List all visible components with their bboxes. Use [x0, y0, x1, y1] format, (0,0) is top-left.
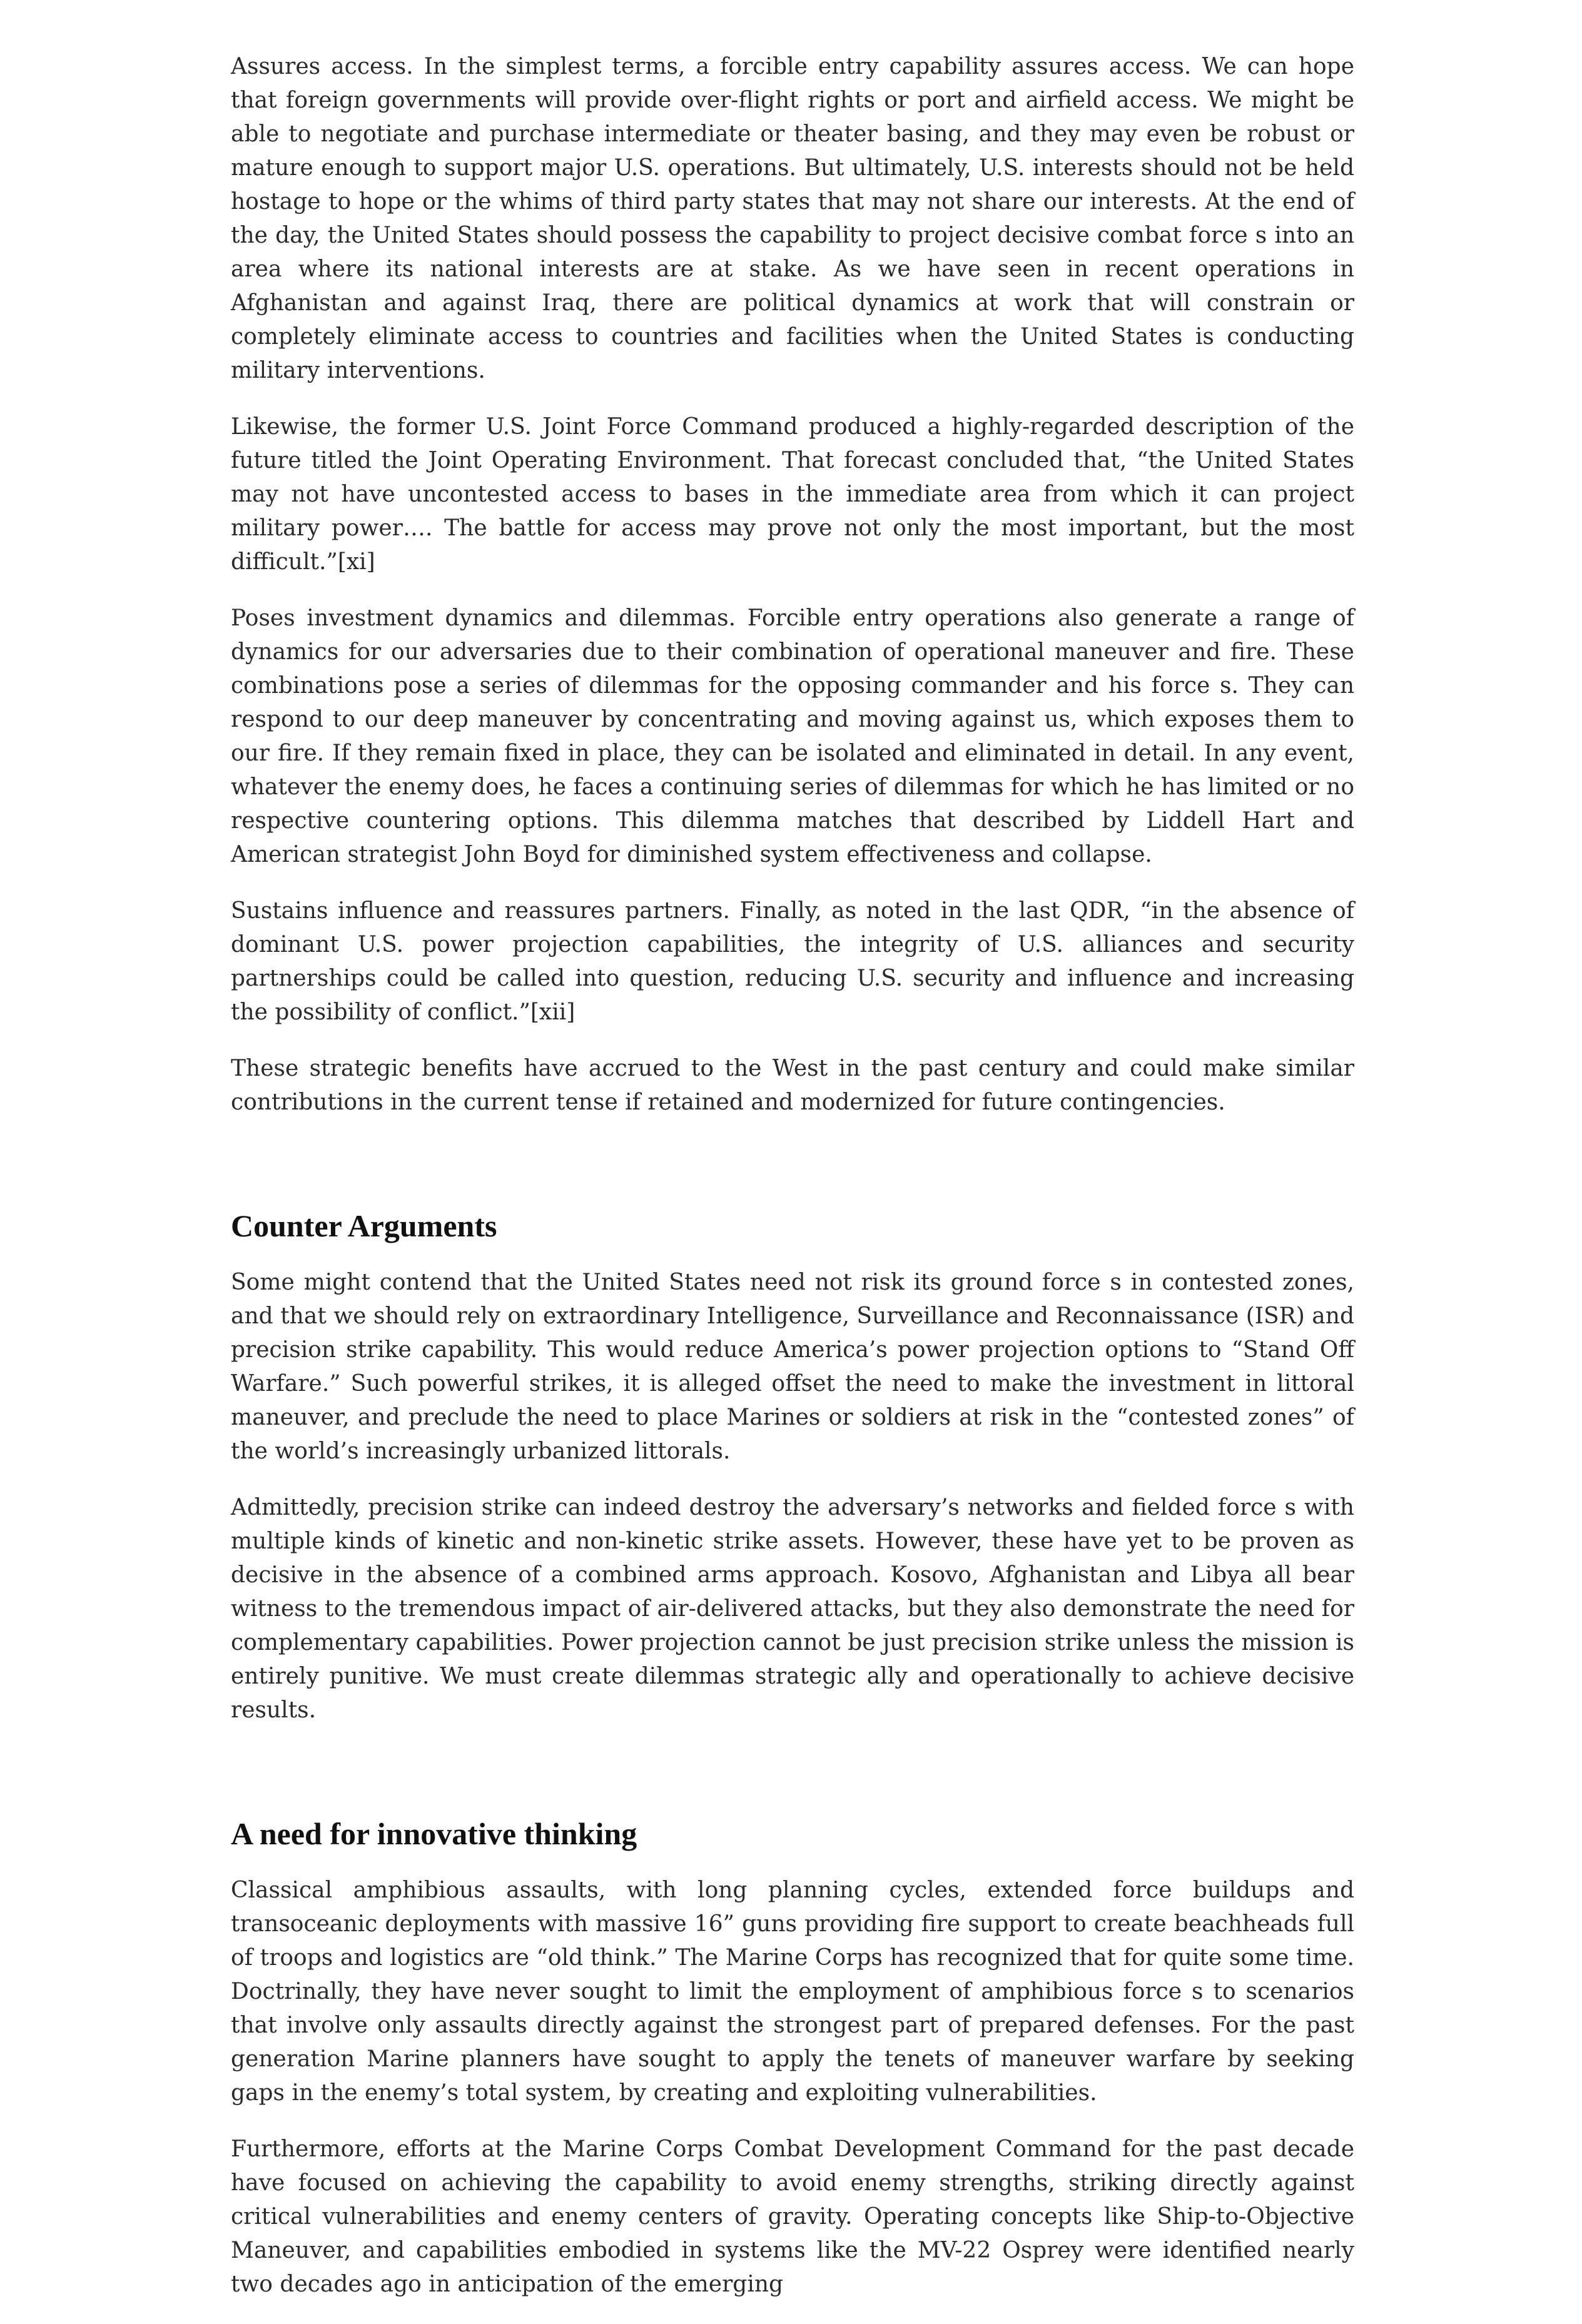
paragraph-classical-amphibious: Classical amphibious assaults, with long planning cycles, extended force buildups and transoceanic deployments with massive 16” guns providing fire support to create beachheads full of troops and logistics are “old think.” The Marine Corps has recognized that for quite some time. Doctrinally, they have never sought to limit the employment of amphibious force s to scenarios that involve only assaults directly against the strongest part of prepared defenses. For the past generation Marine planners have sought to apply the tenets of maneuver warfare by seeking gaps in the enemy’s total system, by creating and exploiting vulnerabilities. — [231, 1877, 1354, 2106]
section-spacer — [231, 1142, 1354, 1207]
paragraph-joint-operating-environment: Likewise, the former U.S. Joint Force Command produced a highly-regarded description of the future titled the Joint Operating Environment. That forecast concluded that, “the United States may not have uncontested access to bases in the immediate area from which it can project military power…. The battle for access may prove not only the most important, but the most difficult.”[xi] — [231, 414, 1354, 575]
paragraph-sustains-influence: Sustains influence and reassures partners. Finally, as noted in the last QDR, “in the absence of dominant U.S. power projection capabilities, the integrity of U.S. alliances and security partnerships could be called into question, reducing U.S. security and influence and increasing the possibility of conflict.”[xii] — [231, 898, 1354, 1025]
paragraph-stand-off-warfare: Some might contend that the United States need not risk its ground force s in contested zones, and that we should rely on extraordinary Intelligence, Surveillance and Reconnaissance (ISR) and precision strike capability. This would reduce America’s power projection options to “Stand Off Warfare.” Such powerful strikes, it is alleged offset the need to make the investment in littoral maneuver, and preclude the need to place Marines or soldiers at risk in the “contested zones” of the world’s increasingly urbanized littorals. — [231, 1270, 1354, 1464]
heading-counter-arguments: Counter Arguments — [231, 1208, 497, 1243]
heading-innovative-thinking: A need for innovative thinking — [231, 1816, 637, 1851]
paragraph-precision-strike: Admittedly, precision strike can indeed destroy the adversary’s networks and fielded force s with multiple kinds of kinetic and non-kinetic strike assets. However, these have yet to be proven as decisive in the absence of a combined arms approach. Kosovo, Afghanistan and Libya all bear witness to the tremendous impact of air-delivered attacks, but they also demonstrate the need for complementary capabilities. Power projection cannot be just precision strike unless the mission is entirely punitive. We must create dilemmas strategic ally and operationally to achieve decisive results. — [231, 1495, 1354, 1723]
section-spacer — [231, 1750, 1354, 1815]
paragraph-strategic-benefits: These strategic benefits have accrued to the West in the past century and could make similar contributions in the current tense if retained and modernized for future contingencies. — [231, 1056, 1354, 1115]
paragraph-combat-development: Furthermore, efforts at the Marine Corps Combat Development Command for the past decade have focused on achieving the capability to avoid enemy strengths, striking directly against critical vulnerabilities and enemy centers of gravity. Operating concepts like Ship-to-Objective Maneuver, and capabilities embodied in systems like the MV-22 Osprey were identified nearly two decades ago in anticipation of the emerging — [231, 2136, 1354, 2297]
paragraph-assures-access: Assures access. In the simplest terms, a forcible entry capability assures access. We can hope that foreign governments will provide over-flight rights or port and airfield access. We might be able to negotiate and purchase intermediate or theater basing, and they may even be robust or mature enough to support major U.S. operations. But ultimately, U.S. interests should not be held hostage to hope or the whims of third party states that may not share our interests. At the end of the day, the United States should possess the capability to project decisive combat force s into an area where its national interests are at stake. As we have seen in recent operations in Afghanistan and against Iraq, there are political dynamics at work that will constrain or completely eliminate access to countries and facilities when the United States is conducting military interventions. — [231, 54, 1354, 383]
document-page — [231, 50, 1354, 2324]
paragraph-investment-dilemmas: Poses investment dynamics and dilemmas. Forcible entry operations also generate a range of dynamics for our adversaries due to their combination of operational maneuver and fire. These combinations pose a series of dilemmas for the opposing commander and his force s. They can respond to our deep maneuver by concentrating and moving against us, which exposes them to our fire. If they remain fixed in place, they can be isolated and eliminated in detail. In any event, whatever the enemy does, he faces a continuing series of dilemmas for which he has limited or no respective countering options. This dilemma matches that described by Liddell Hart and American strategist John Boyd for diminished system effectiveness and collapse. — [231, 605, 1354, 867]
